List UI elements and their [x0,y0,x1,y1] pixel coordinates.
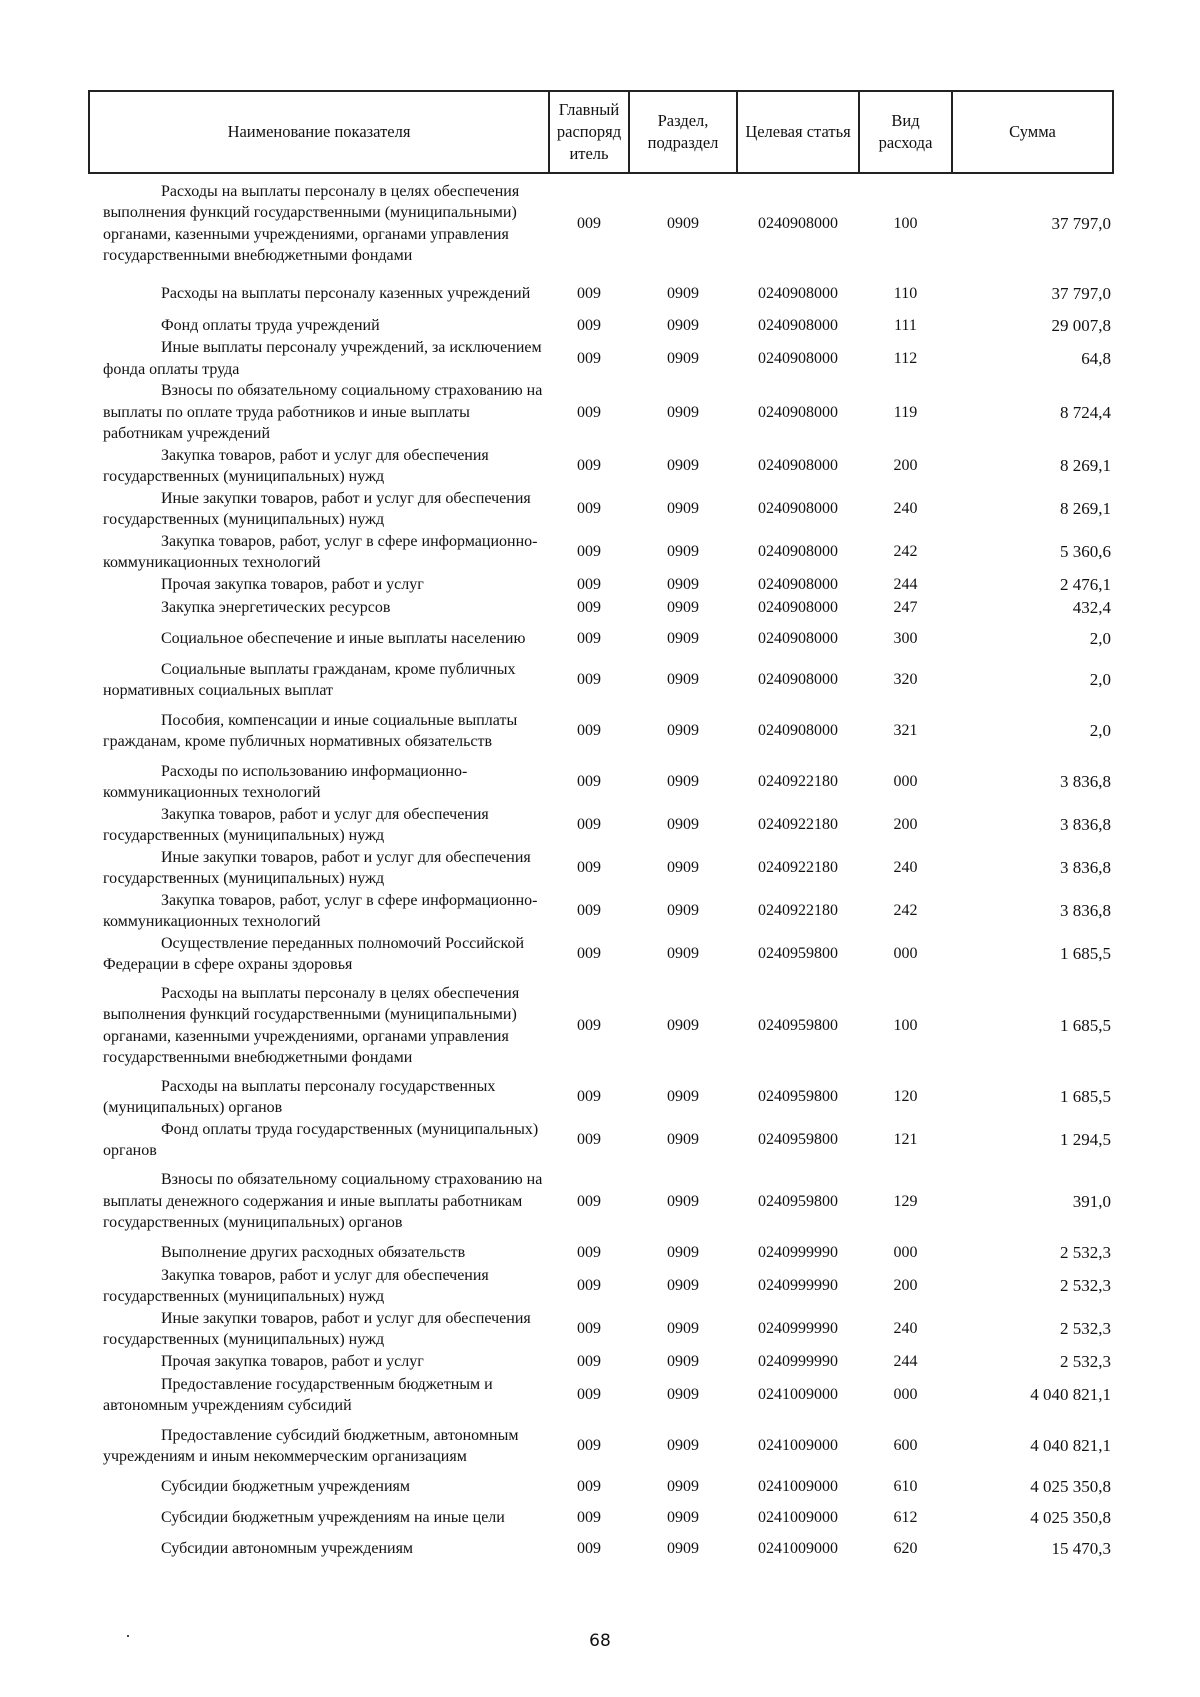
row-name: Иные закупки товаров, работ и услуг для обеспечения государственных (муниципальных) нужд [103,1309,531,1348]
header-cs: Целевая статья [737,91,859,173]
table-row [89,380,1113,445]
row-grbs: 009 [577,773,601,791]
row-razdel: 0909 [667,1192,699,1210]
row-target-article: 0240908000 [758,722,838,740]
row-expense-type: 112 [893,349,918,367]
row-grbs: 009 [577,1192,601,1210]
row-target-article: 0240908000 [758,457,838,475]
row-name: Иные закупки товаров, работ и услуг для обеспечения государственных (муниципальных) нужд [103,489,531,528]
row-sum: 4 040 821,1 [1030,1436,1111,1456]
row-name: Субсидии бюджетным учреждениям [161,1478,410,1496]
table-row [89,1417,1113,1476]
row-target-article: 0241009000 [758,1478,838,1496]
row-name: Предоставление государственным бюджетным и автономным учреждениям субсидий [103,1375,493,1414]
row-expense-type: 321 [893,722,918,740]
row-sum: 8 724,4 [1060,402,1111,422]
row-expense-type: 100 [893,1016,918,1034]
row-target-article: 0240959800 [758,945,838,963]
row-target-article: 0240908000 [758,403,838,421]
row-razdel: 0909 [667,945,699,963]
row-razdel: 0909 [667,859,699,877]
table-row [89,574,1113,597]
row-target-article: 0241009000 [758,1509,838,1527]
row-expense-type: 000 [893,773,918,791]
row-name: Иные выплаты персоналу учреждений, за исключением фонда оплаты труда [103,339,542,378]
row-target-article: 0240959800 [758,1088,838,1106]
row-expense-type: 300 [893,630,918,648]
row-target-article: 0240908000 [758,671,838,689]
table-row [89,1119,1113,1162]
row-razdel: 0909 [667,403,699,421]
table-row [89,702,1113,761]
row-sum: 3 836,8 [1060,901,1111,921]
row-grbs: 009 [577,214,601,232]
row-razdel: 0909 [667,816,699,834]
row-expense-type: 242 [893,902,918,920]
row-name: Расходы на выплаты персоналу в целях обеспечения выполнения функций государственными (муниципальными) органами, казенными учреждениями, органами управления государственными внебюджетными фондами [103,182,520,264]
row-razdel: 0909 [667,599,699,617]
row-grbs: 009 [577,1131,601,1149]
row-name: Пособия, компенсации и иные социальные выплаты гражданам, кроме публичных нормативных обязательств [103,711,518,750]
row-name: Расходы на выплаты персоналу в целях обеспечения выполнения функций государственными (муниципальными) органами, казенными учреждениями, органами управления государственными внебюджетными фондами [103,984,520,1066]
table-row [89,761,1113,804]
row-expense-type: 121 [893,1131,918,1149]
row-grbs: 009 [577,349,601,367]
row-name: Взносы по обязательному социальному страхованию на выплаты по оплате труда работников и иные выплаты работникам учреждений [103,382,543,442]
table-row [89,659,1113,702]
row-sum: 8 269,1 [1060,499,1111,519]
row-expense-type: 247 [893,599,918,617]
row-expense-type: 244 [893,576,918,594]
row-razdel: 0909 [667,902,699,920]
row-target-article: 0240922180 [758,773,838,791]
row-grbs: 009 [577,1277,601,1295]
row-target-article: 0240999990 [758,1353,838,1371]
row-razdel: 0909 [667,1437,699,1455]
row-sum: 2 532,3 [1060,1352,1111,1372]
row-razdel: 0909 [667,1277,699,1295]
row-razdel: 0909 [667,349,699,367]
row-expense-type: 119 [893,403,918,421]
table-row [89,488,1113,531]
row-expense-type: 000 [893,945,918,963]
row-target-article: 0240908000 [758,316,838,334]
row-razdel: 0909 [667,1088,699,1106]
row-sum: 3 836,8 [1060,815,1111,835]
row-name: Социальные выплаты гражданам, кроме публичных нормативных социальных выплат [103,660,516,699]
row-grbs: 009 [577,1088,601,1106]
row-expense-type: 610 [893,1478,918,1496]
row-target-article: 0240959800 [758,1131,838,1149]
row-name: Закупка энергетических ресурсов [161,599,391,617]
table-row [89,337,1113,380]
row-name: Закупка товаров, работ и услуг для обеспечения государственных (муниципальных) нужд [103,805,489,844]
row-grbs: 009 [577,1353,601,1371]
row-target-article: 0240908000 [758,599,838,617]
row-sum: 37 797,0 [1051,213,1111,233]
row-grbs: 009 [577,1437,601,1455]
row-target-article: 0241009000 [758,1386,838,1404]
row-razdel: 0909 [667,722,699,740]
table-row [89,1499,1113,1538]
row-expense-type: 200 [893,816,918,834]
row-sum: 1 685,5 [1060,944,1111,964]
table-row [89,890,1113,933]
table-row [89,1076,1113,1119]
row-sum: 1 294,5 [1060,1130,1111,1150]
row-expense-type: 240 [893,1320,918,1338]
table-row [89,531,1113,574]
row-expense-type: 600 [893,1437,918,1455]
row-expense-type: 200 [893,1277,918,1295]
row-expense-type: 242 [893,543,918,561]
row-name: Закупка товаров, работ и услуг для обеспечения государственных (муниципальных) нужд [103,1266,489,1305]
row-target-article: 0240908000 [758,214,838,232]
row-razdel: 0909 [667,630,699,648]
table-row [89,173,1113,273]
table-row [89,1308,1113,1351]
row-name: Прочая закупка товаров, работ и услуг [161,1353,424,1371]
row-target-article: 0240922180 [758,859,838,877]
row-sum: 64,8 [1081,348,1111,368]
budget-table [88,90,1114,1561]
row-name: Расходы на выплаты персоналу казенных учреждений [161,284,531,302]
row-grbs: 009 [577,1386,601,1404]
row-razdel: 0909 [667,1131,699,1149]
row-sum: 37 797,0 [1051,283,1111,303]
row-name: Выполнение других расходных обязательств [161,1244,466,1262]
row-razdel: 0909 [667,1478,699,1496]
row-expense-type: 000 [893,1386,918,1404]
page-number: 68 [589,1631,611,1651]
row-target-article: 0240908000 [758,543,838,561]
row-sum: 4 040 821,1 [1030,1385,1111,1405]
row-name: Субсидии бюджетным учреждениям на иные цели [161,1509,505,1527]
row-grbs: 009 [577,1478,601,1496]
row-target-article: 0240959800 [758,1016,838,1034]
table-row [89,1242,1113,1265]
row-razdel: 0909 [667,457,699,475]
table-body [89,173,1113,1561]
row-grbs: 009 [577,816,601,834]
row-razdel: 0909 [667,1353,699,1371]
row-sum: 4 025 350,8 [1030,1477,1111,1497]
row-grbs: 009 [577,403,601,421]
row-grbs: 009 [577,1509,601,1527]
row-grbs: 009 [577,316,601,334]
row-sum: 2 532,3 [1060,1319,1111,1339]
table-row [89,933,1113,976]
header-name: Наименование показателя [89,91,549,173]
row-grbs: 009 [577,902,601,920]
table-row [89,314,1113,337]
row-grbs: 009 [577,500,601,518]
row-grbs: 009 [577,1320,601,1338]
row-expense-type: 244 [893,1353,918,1371]
table-row [89,1538,1113,1561]
row-expense-type: 120 [893,1088,918,1106]
row-razdel: 0909 [667,773,699,791]
row-grbs: 009 [577,1016,601,1034]
row-sum: 4 025 350,8 [1030,1508,1111,1528]
row-sum: 2,0 [1089,721,1111,741]
row-name: Расходы на выплаты персоналу государственных (муниципальных) органов [103,1077,496,1116]
row-sum: 29 007,8 [1051,315,1111,335]
row-name: Социальное обеспечение и иные выплаты населению [161,630,526,648]
row-razdel: 0909 [667,543,699,561]
table-row [89,620,1113,659]
row-target-article: 0240908000 [758,284,838,302]
row-grbs: 009 [577,543,601,561]
row-sum: 2,0 [1089,629,1111,649]
row-grbs: 009 [577,630,601,648]
row-name: Фонд оплаты труда государственных (муниципальных) органов [103,1120,539,1159]
row-name: Закупка товаров, работ, услуг в сфере информационно-коммуникационных технологий [103,891,538,930]
row-target-article: 0240908000 [758,576,838,594]
row-expense-type: 620 [893,1540,918,1558]
row-target-article: 0240999990 [758,1277,838,1295]
row-expense-type: 110 [893,284,918,302]
row-grbs: 009 [577,1540,601,1558]
row-name: Субсидии автономным учреждениям [161,1540,414,1558]
table-row [89,1162,1113,1242]
table-row [89,1476,1113,1499]
table-header [89,91,1113,173]
row-expense-type: 000 [893,1244,918,1262]
row-expense-type: 240 [893,859,918,877]
row-name: Закупка товаров, работ, услуг в сфере информационно-коммуникационных технологий [103,532,538,571]
row-expense-type: 240 [893,500,918,518]
row-sum: 391,0 [1072,1191,1111,1211]
header-sum: Сумма [952,91,1113,173]
table-row [89,976,1113,1076]
row-target-article: 0241009000 [758,1540,838,1558]
row-target-article: 0240922180 [758,902,838,920]
row-sum: 2 532,3 [1060,1243,1111,1263]
row-razdel: 0909 [667,1540,699,1558]
row-sum: 8 269,1 [1060,456,1111,476]
row-sum: 1 685,5 [1060,1087,1111,1107]
row-sum: 2 476,1 [1060,575,1111,595]
table-row [89,1374,1113,1417]
row-target-article: 0240999990 [758,1244,838,1262]
row-name: Взносы по обязательному социальному страхованию на выплаты денежного содержания и иные выплаты работникам государственных (муниципальных) органов [103,1171,543,1232]
row-grbs: 009 [577,284,601,302]
row-sum: 15 470,3 [1051,1539,1111,1559]
table-row [89,847,1113,890]
row-target-article: 0240922180 [758,816,838,834]
table-row [89,804,1113,847]
row-name: Предоставление субсидий бюджетным, автономным учреждениям и иным некоммерческим организациям [103,1426,519,1465]
row-grbs: 009 [577,457,601,475]
row-sum: 3 836,8 [1060,772,1111,792]
row-name: Прочая закупка товаров, работ и услуг [161,576,424,594]
row-expense-type: 612 [893,1509,918,1527]
row-expense-type: 100 [893,214,918,232]
row-expense-type: 200 [893,457,918,475]
row-target-article: 0240959800 [758,1192,838,1210]
row-grbs: 009 [577,945,601,963]
row-grbs: 009 [577,576,601,594]
row-sum: 3 836,8 [1060,858,1111,878]
row-target-article: 0240908000 [758,630,838,648]
header-razdel: Раздел, подраздел [629,91,737,173]
row-razdel: 0909 [667,214,699,232]
row-expense-type: 129 [893,1192,918,1210]
row-expense-type: 111 [894,316,917,334]
header-grbs: Главный распорядитель [549,91,629,173]
table-row [89,273,1113,314]
row-razdel: 0909 [667,1244,699,1262]
row-target-article: 0241009000 [758,1437,838,1455]
row-razdel: 0909 [667,316,699,334]
row-razdel: 0909 [667,284,699,302]
table-row [89,1351,1113,1374]
table-row [89,445,1113,488]
row-razdel: 0909 [667,671,699,689]
row-name: Расходы по использованию информационно-коммуникационных технологий [103,762,468,801]
table-row [89,597,1113,620]
row-razdel: 0909 [667,1386,699,1404]
row-grbs: 009 [577,671,601,689]
row-razdel: 0909 [667,500,699,518]
row-grbs: 009 [577,599,601,617]
row-sum: 2 532,3 [1060,1276,1111,1296]
row-grbs: 009 [577,1244,601,1262]
row-name: Закупка товаров, работ и услуг для обеспечения государственных (муниципальных) нужд [103,446,489,485]
header-vr: Вид расхода [859,91,952,173]
row-grbs: 009 [577,859,601,877]
row-razdel: 0909 [667,1016,699,1034]
row-sum: 1 685,5 [1060,1015,1111,1035]
row-grbs: 009 [577,722,601,740]
row-target-article: 0240999990 [758,1320,838,1338]
row-sum: 5 360,6 [1060,542,1111,562]
row-name: Фонд оплаты труда учреждений [161,316,380,334]
row-name: Иные закупки товаров, работ и услуг для обеспечения государственных (муниципальных) нужд [103,848,531,887]
row-name: Осуществление переданных полномочий Российской Федерации в сфере охраны здоровья [103,934,525,973]
row-razdel: 0909 [667,576,699,594]
row-razdel: 0909 [667,1320,699,1338]
row-expense-type: 320 [893,671,918,689]
row-target-article: 0240908000 [758,349,838,367]
row-razdel: 0909 [667,1509,699,1527]
row-target-article: 0240908000 [758,500,838,518]
row-sum: 432,4 [1072,598,1111,618]
table-row [89,1265,1113,1308]
row-sum: 2,0 [1089,670,1111,690]
